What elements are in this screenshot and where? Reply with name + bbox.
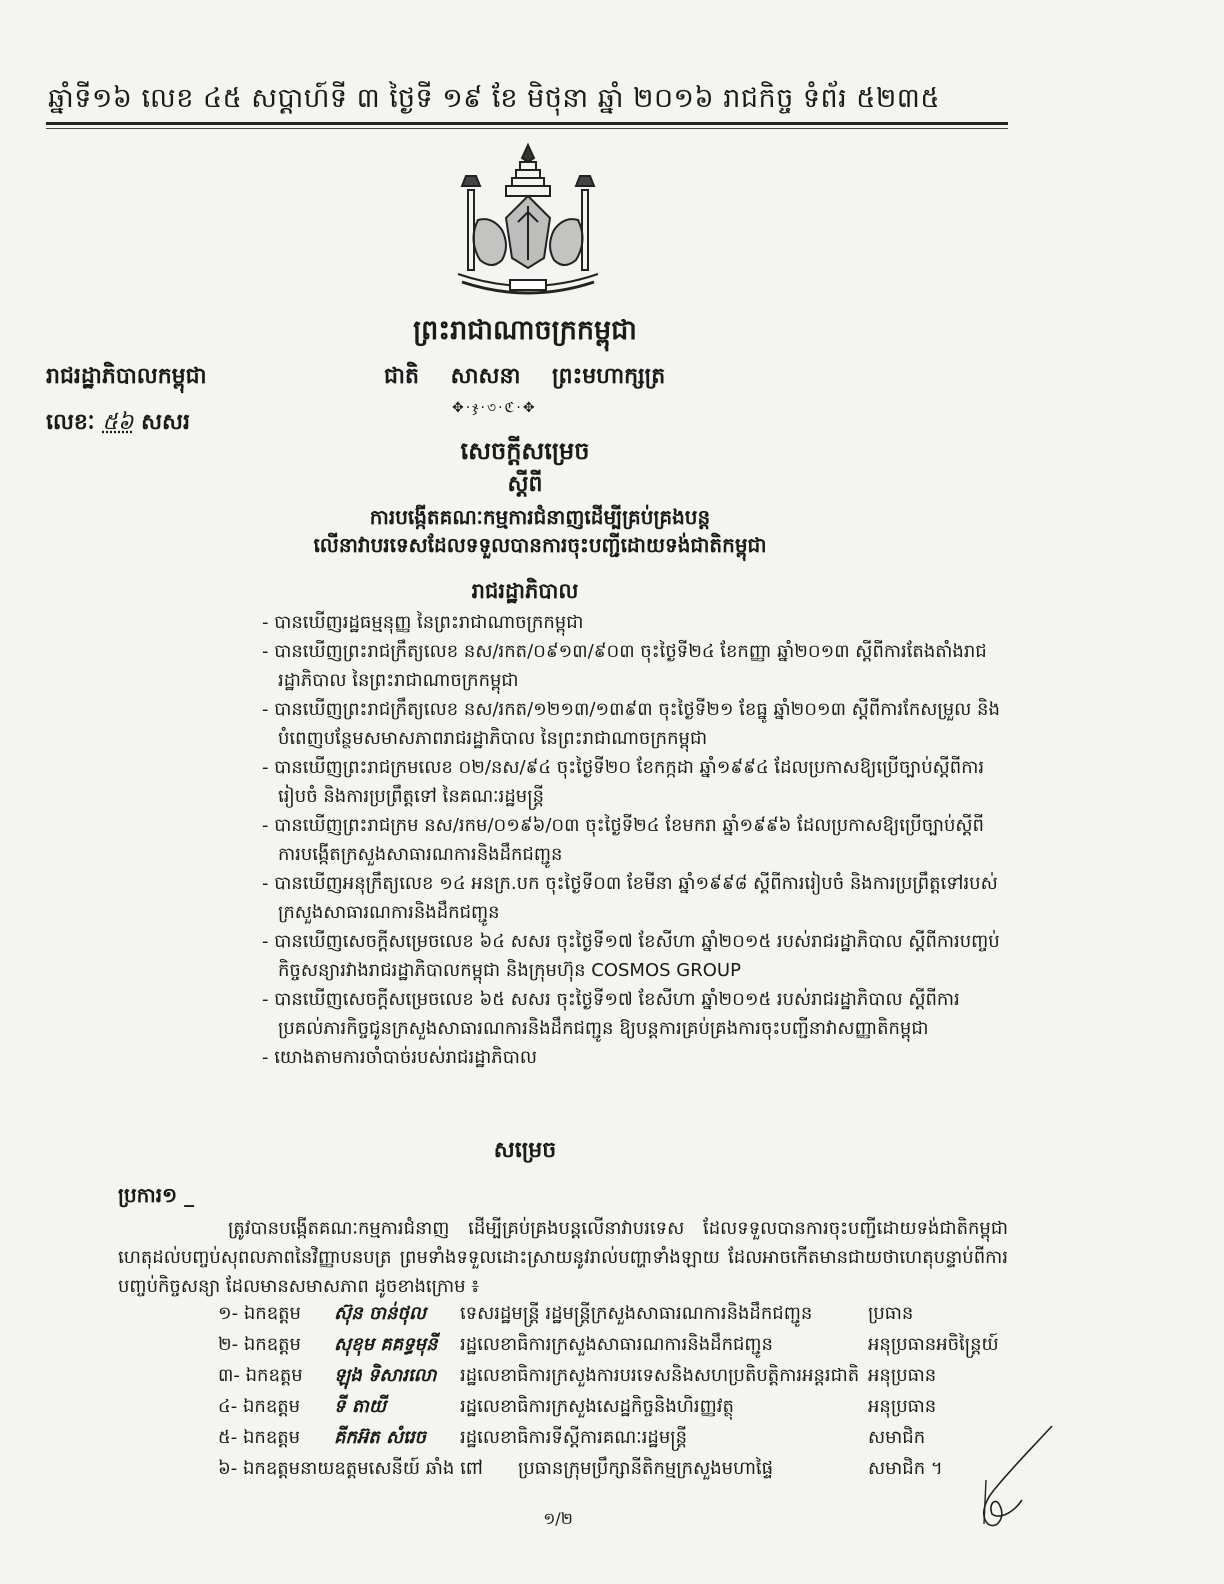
member-role: ប្រធាន bbox=[868, 1303, 914, 1324]
member-name: ឡុង ទិសារលោ bbox=[334, 1365, 437, 1386]
member-role: អនុប្រធាន bbox=[868, 1396, 937, 1417]
member-row bbox=[218, 1453, 1008, 1484]
handwritten-signature bbox=[970, 1420, 1060, 1530]
member-row bbox=[218, 1298, 1008, 1329]
member-row bbox=[218, 1391, 1008, 1422]
member-title: ៥- ឯកឧត្តម bbox=[218, 1427, 301, 1448]
member-title: ៤- ឯកឧត្តម bbox=[218, 1396, 301, 1417]
considerations-list bbox=[262, 608, 1002, 1072]
subject-line-2: លើនាវាបរទេសដែលទទួលបានការចុះបញ្ជីដោយទង់ជាតិកម្ពុជា bbox=[313, 533, 767, 557]
member-row bbox=[218, 1360, 1008, 1391]
member-position: ទេសរដ្ឋមន្ត្រី រដ្ឋមន្ត្រីក្រសួងសាធារណការនិងដឹកជញ្ជូន bbox=[460, 1303, 813, 1324]
consideration-item: - បានឃើញសេចក្តីសម្រេចលេខ ៦៥ សសរ ចុះថ្ងៃទី១៧ ខែសីហា ឆ្នាំ២០១៥ របស់រាជរដ្ឋាភិបាល ស្តីពីការប្រគល់ភារកិច្ចជូនក្រសួងសាធារណការនិងដឹកជញ្ជូន ឱ្យបន្តការគ្រប់គ្រងការចុះបញ្ជីនាវាសញ្ញាតិកម្ពុជា bbox=[262, 989, 960, 1039]
member-role: សមាជិក ។ bbox=[868, 1458, 943, 1479]
subject-line-1: ការបង្កើតគណៈកម្មការជំនាញដើម្បីគ្រប់គ្រងបន្ត bbox=[369, 505, 711, 529]
member-name: ទី តាយី bbox=[334, 1396, 386, 1417]
document-type: សេចក្តីសម្រេច bbox=[460, 437, 590, 465]
member-row bbox=[218, 1329, 1008, 1360]
ref-label: លេខៈ bbox=[46, 410, 95, 435]
member-position: រដ្ឋលេខាធិការទីស្តីការគណៈរដ្ឋមន្ត្រី bbox=[460, 1427, 688, 1448]
government-label: រាជរដ្ឋាភិបាលកម្ពុជា bbox=[46, 364, 207, 389]
ref-suffix: សសរ bbox=[141, 410, 190, 435]
consideration-item: - បានឃើញព្រះរាជក្រឹត្យលេខ នស/រកត/០៩១៣/៩០៣ ចុះថ្ងៃទី២៤ ខែកញ្ញា ឆ្នាំ២០១៣ ស្តីពីការតែងតាំងរាជរដ្ឋាភិបាល នៃព្រះរាជាណាចក្រកម្ពុជា bbox=[262, 641, 987, 691]
royal-coat-of-arms-emblem bbox=[448, 140, 608, 305]
member-position: រដ្ឋលេខាធិការក្រសួងការបរទេសនិងសហប្រតិបត្តិការអន្តរជាតិ bbox=[460, 1365, 860, 1386]
reference-number bbox=[46, 408, 190, 440]
consideration-item: - បានឃើញរដ្ឋធម្មនុញ្ញ នៃព្រះរាជាណាចក្រកម្ពុជា bbox=[262, 612, 584, 633]
member-title: ៣- ឯកឧត្តម bbox=[218, 1365, 303, 1386]
member-name: ស៊ុន ចាន់ថុល bbox=[334, 1303, 426, 1324]
member-role: សមាជិក bbox=[868, 1427, 926, 1448]
member-title: ២- ឯកឧត្តម bbox=[218, 1334, 301, 1355]
consideration-item: - បានឃើញសេចក្តីសម្រេចលេខ ៦៤ សសរ ចុះថ្ងៃទី១៧ ខែសីហា ឆ្នាំ២០១៥ របស់រាជរដ្ឋាភិបាល ស្តីពីការបញ្ចប់កិច្ចសន្យារវាងរាជរដ្ឋាភិបាលកម្ពុជា និងក្រុមហ៊ុន COSMOS GROUP bbox=[262, 931, 1000, 981]
document-about: ស្តីពី bbox=[507, 472, 543, 497]
member-position: រដ្ឋលេខាធិការក្រសួងសេដ្ឋកិច្ចនិងហិរញ្ញវត្ថុ bbox=[460, 1396, 734, 1417]
national-motto: ជាតិ សាសនា ព្រះមហាក្សត្រ bbox=[384, 364, 666, 389]
issuer-heading: រាជរដ្ឋាភិបាល bbox=[471, 579, 579, 603]
member-title: ១- ឯកឧត្តម bbox=[218, 1303, 301, 1324]
member-title: ៦- ឯកឧត្តមនាយឧត្តមសេនីយ៍ ឆាំង ពៅ bbox=[218, 1458, 483, 1479]
member-position: រដ្ឋលេខាធិការក្រសួងសាធារណការនិងដឹកជញ្ជូន bbox=[460, 1334, 773, 1355]
ornament-divider: ✥·ჯ·৩·ℭ·✥ bbox=[452, 400, 537, 416]
consideration-item: - បានឃើញព្រះរាជក្រម នស/រកម/០១៩៦/០៣ ចុះថ្ងៃទី២៤ ខែមករា ឆ្នាំ១៩៩៦ ដែលប្រកាសឱ្យប្រើច្បាប់ស្តីពីការបង្កើតក្រសួងសាធារណការនិងដឹកជញ្ជូន bbox=[262, 815, 984, 865]
consideration-item: - បានឃើញព្រះរាជក្រឹត្យលេខ នស/រកត/១២១៣/១៣៩៣ ចុះថ្ងៃទី២១ ខែធ្នូ ឆ្នាំ២០១៣ ស្តីពីការកែសម្រួល និងបំពេញបន្ថែមសមាសភាពរាជរដ្ឋាភិបាល នៃព្រះរាជាណាចក្រកម្ពុជា bbox=[262, 699, 1000, 749]
member-name: គីកអ៊ត សំរេច bbox=[334, 1427, 426, 1448]
member-position: ប្រធានក្រុមប្រឹក្សានីតិកម្មក្រសួងមហាផ្ទៃ bbox=[518, 1458, 774, 1479]
member-role: អនុប្រធានអចិន្ត្រៃយ៍ bbox=[868, 1334, 999, 1355]
header-rule-thin bbox=[46, 128, 1008, 129]
header-rule bbox=[46, 122, 1008, 125]
decision-heading: សម្រេច bbox=[493, 1138, 557, 1163]
gazette-header: ឆ្នាំទី១៦ លេខ ៤៥ សប្តាហ៍ទី ៣ ថ្ងៃទី ១៩ ខែ មិថុនា ឆ្នាំ ២០១៦ រាជកិច្ច ទំព័រ ៥២៣៥ bbox=[48, 83, 940, 114]
article-1-heading: ប្រការ១ _ bbox=[118, 1183, 195, 1207]
consideration-item: - បានឃើញអនុក្រឹត្យលេខ ១៤ អនក្រ.បក ចុះថ្ងៃទី០៣ ខែមីនា ឆ្នាំ១៩៩៨ ស្តីពីការរៀបចំ និងការប្រព្រឹត្តទៅរបស់ក្រសួងសាធារណការនិងដឹកជញ្ជូន bbox=[262, 873, 998, 923]
page-number: ១/២ bbox=[543, 1509, 573, 1528]
member-row bbox=[218, 1422, 1008, 1453]
consideration-item: - យោងតាមការចាំបាច់របស់រាជរដ្ឋាភិបាល bbox=[262, 1047, 538, 1068]
ref-number-handwritten: ៥៦ bbox=[102, 410, 134, 435]
article-1-paragraph: ត្រូវបានបង្កើតគណៈកម្មការជំនាញ ដើម្បីគ្រប់គ្រងបន្តលើនាវាបរទេស ដែលទទួលបានការចុះបញ្ជីដោយទង់ជាតិកម្ពុជាហេតុដល់បញ្ចប់សុពលភាពនៃវិញ្ញាបនបត្រ ព្រមទាំងទទួលដោះស្រាយនូវរាល់បញ្ហាទាំងឡាយ ដែលអាចកើតមានជាយថាហេតុបន្ទាប់ពីការបញ្ចប់កិច្ចសន្យា ដែលមានសមាសភាព ដូចខាងក្រោម ៖ bbox=[118, 1218, 1008, 1297]
kingdom-title: ព្រះរាជាណាចក្រកម្ពុជា bbox=[413, 315, 637, 346]
consideration-item: - បានឃើញព្រះរាជក្រមលេខ ០២/នស/៩៤ ចុះថ្ងៃទី២០ ខែកក្កដា ឆ្នាំ១៩៩៤ ដែលប្រកាសឱ្យប្រើច្បាប់ស្តីពីការរៀបចំ និងការប្រព្រឹត្តទៅ នៃគណៈរដ្ឋមន្ត្រី bbox=[262, 757, 985, 807]
committee-members-list bbox=[218, 1298, 1008, 1484]
member-role: អនុប្រធាន bbox=[868, 1365, 937, 1386]
member-name: សុខុម គគទ្ធមុនី bbox=[334, 1334, 438, 1355]
